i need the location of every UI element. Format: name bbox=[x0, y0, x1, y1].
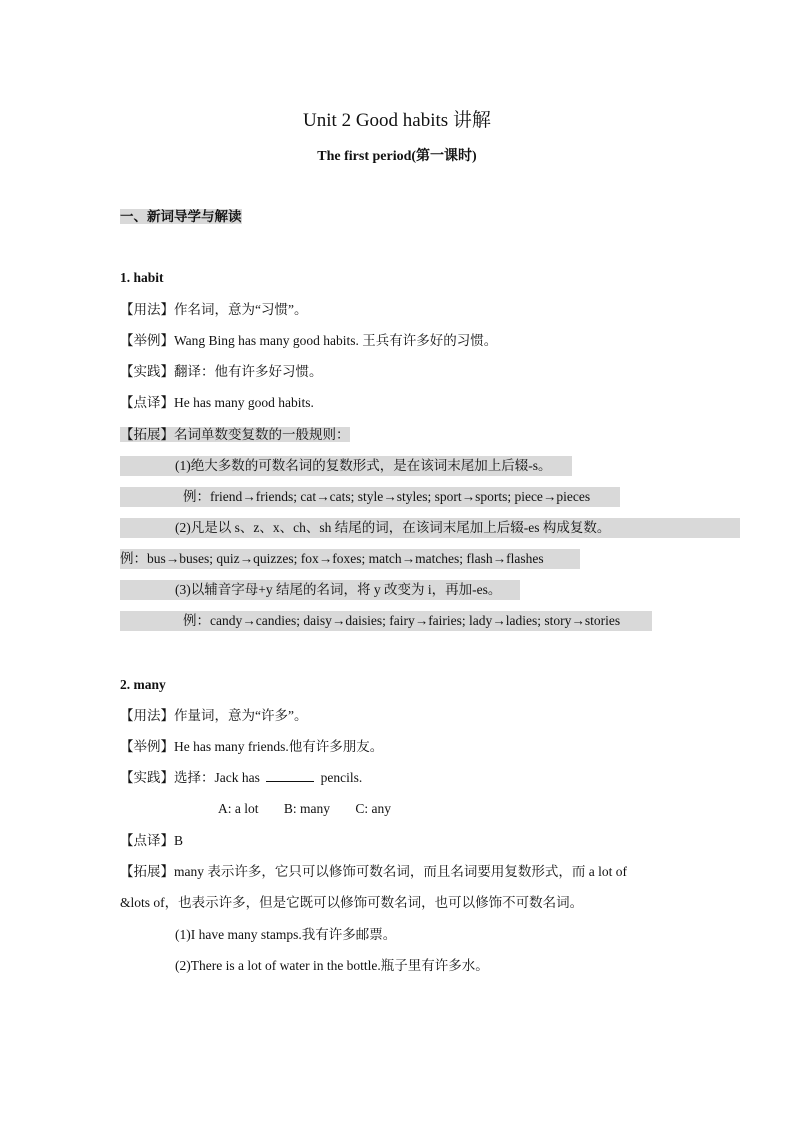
word1-answer: 【点译】He has many good habits. bbox=[120, 395, 314, 410]
word1-example: 【举例】Wang Bing has many good habits. 王兵有许多好的习惯。 bbox=[120, 333, 498, 348]
option-b: B: many bbox=[283, 801, 330, 816]
word1-heading: 1. habit bbox=[120, 270, 164, 285]
word1-rule2-example: 例：bus→buses; quiz→quizzes; fox→foxes; match→matches; flash→flashes bbox=[120, 551, 544, 566]
word1-extend-text: 【拓展】名词单数变复数的一般规则： bbox=[120, 427, 350, 442]
word1-rule3: (3)以辅音字母+y 结尾的名词，将 y 改变为 i，再加-es。 bbox=[175, 582, 502, 597]
word2-practice bbox=[120, 768, 362, 788]
word2-practice-suffix: pencils. bbox=[320, 770, 363, 785]
word2-sentence1: (1)I have many stamps.我有许多邮票。 bbox=[175, 927, 397, 942]
word2-extend-line1: 【拓展】many 表示许多，它只可以修饰可数名词，而且名词要用复数形式，而 a lot of bbox=[120, 864, 627, 879]
word1-usage: 【用法】作名词，意为“习惯”。 bbox=[120, 302, 308, 317]
word2-answer: 【点译】B bbox=[120, 833, 184, 848]
section-heading bbox=[120, 207, 242, 227]
word1-rule3-example: 例：candy→candies; daisy→daisies; fairy→fairies; lady→ladies; story→stories bbox=[183, 613, 621, 628]
answer-blank bbox=[266, 769, 314, 782]
word1-rule1-example: 例：friend→friends; cat→cats; style→styles; sport→sports; piece→pieces bbox=[183, 489, 591, 504]
section-heading-text: 一、新词导学与解读 bbox=[120, 209, 242, 224]
word2-heading: 2. many bbox=[120, 677, 166, 692]
word2-options bbox=[218, 799, 413, 819]
word2-extend-line2: &lots of，也表示许多，但是它既可以修饰可数名词，也可以修饰不可数名词。 bbox=[120, 895, 584, 910]
word1-extend bbox=[120, 425, 350, 445]
option-c: C: any bbox=[355, 801, 391, 816]
word1-rule1: (1)绝大多数的可数名词的复数形式，是在该词末尾加上后辍-s。 bbox=[175, 458, 552, 473]
word2-example: 【举例】He has many friends.他有许多朋友。 bbox=[120, 739, 384, 754]
page-subtitle: The first period(第一课时) bbox=[317, 149, 477, 164]
word2-practice-prefix: 【实践】选择：Jack has bbox=[120, 770, 260, 785]
page-title: Unit 2 Good habits 讲解 bbox=[303, 110, 491, 131]
word2-usage: 【用法】作量词，意为“许多”。 bbox=[120, 708, 308, 723]
option-a: A: a lot bbox=[218, 801, 259, 816]
word1-rule2: (2)凡是以 s、z、x、ch、sh 结尾的词，在该词末尾加上后辍-es 构成复数。 bbox=[175, 520, 611, 535]
word1-practice: 【实践】翻译：他有许多好习惯。 bbox=[120, 364, 323, 379]
word2-sentence2: (2)There is a lot of water in the bottle.瓶子里有许多水。 bbox=[175, 958, 489, 973]
